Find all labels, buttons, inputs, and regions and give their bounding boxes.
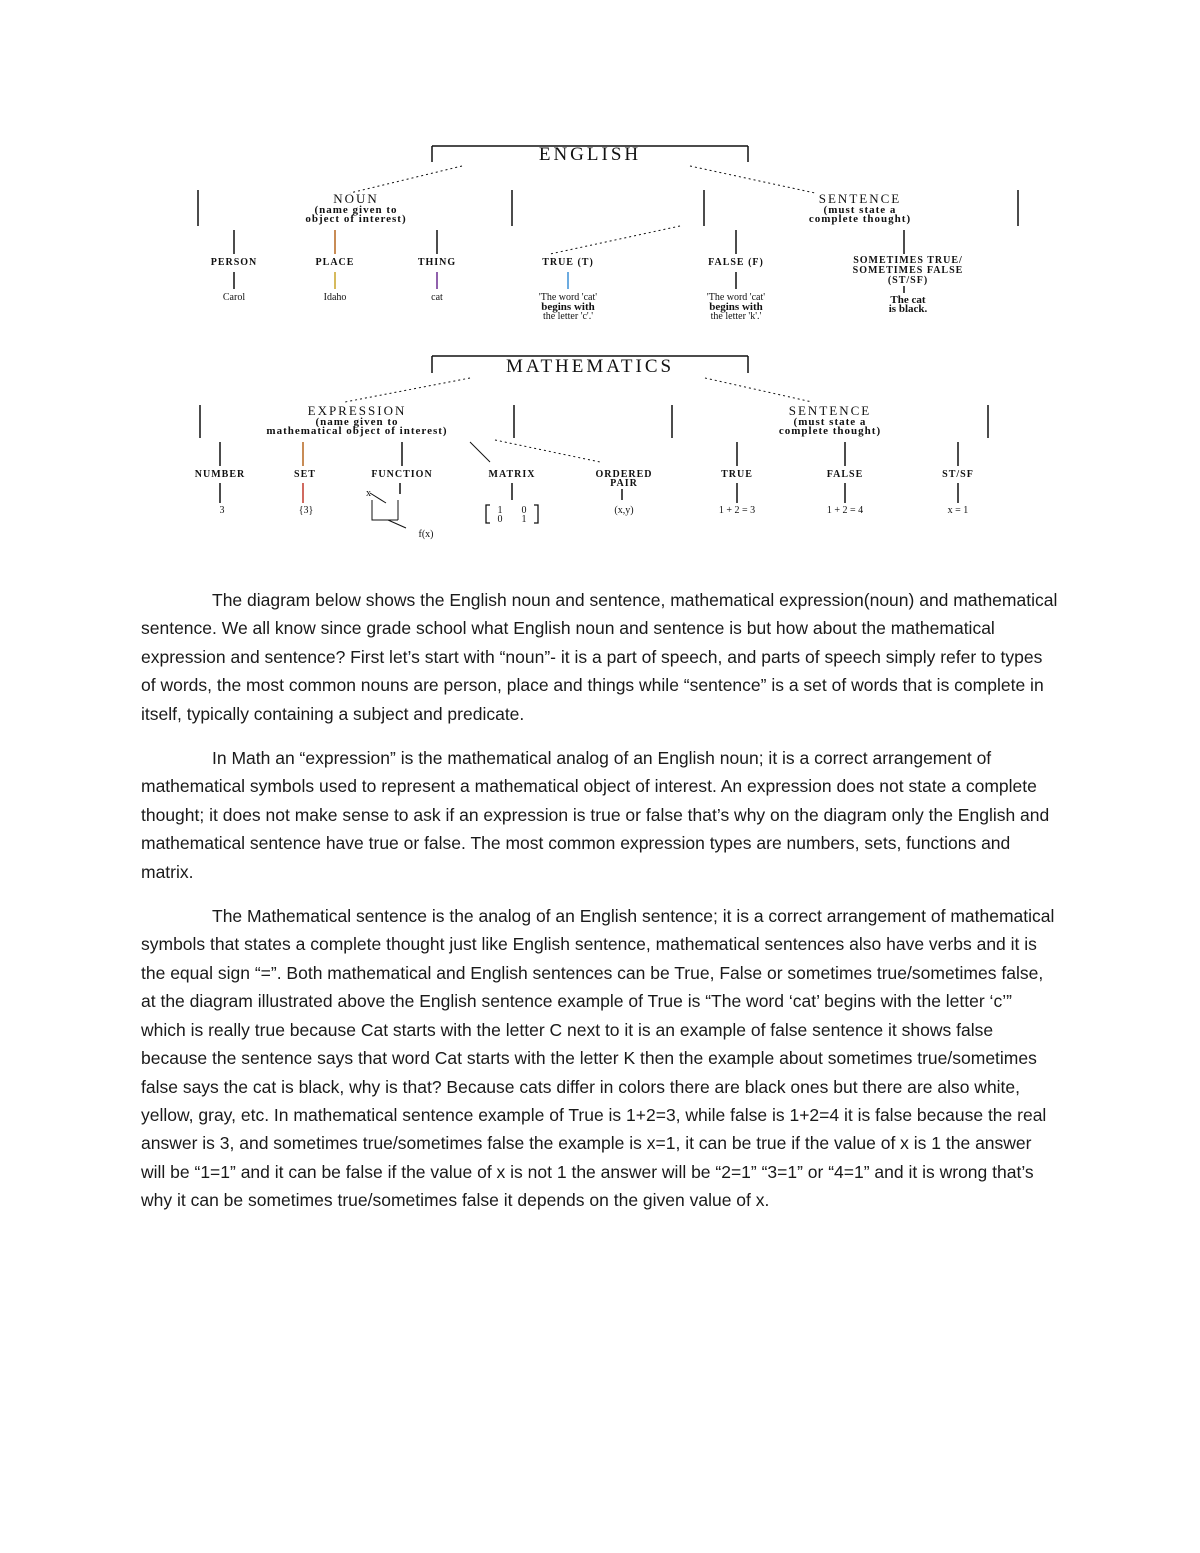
body-text	[141, 586, 1059, 1231]
math-true-example: 1 + 2 = 3	[718, 505, 756, 516]
math-title: MATHEMATICS	[505, 356, 675, 377]
english-sentence-box	[704, 190, 1018, 226]
english-true-node	[539, 257, 597, 322]
number-example: 3	[219, 505, 225, 516]
math-false-label: FALSE	[826, 469, 864, 480]
matrix-m22: 1	[521, 514, 527, 525]
english-true-example-line3: the letter 'c'.'	[542, 311, 594, 322]
english-stsf-node	[853, 230, 964, 315]
matrix-m21: 0	[497, 514, 503, 525]
math-stsf-label: ST/SF	[942, 469, 974, 480]
ordered-pair-label-line1: ORDERED	[595, 469, 653, 480]
set-label: SET	[294, 469, 316, 480]
english-false-example-line1: 'The word 'cat'	[706, 292, 766, 303]
english-person-node	[211, 230, 258, 303]
person-example: Carol	[222, 292, 246, 303]
connector	[495, 440, 600, 462]
english-stsf-label-line2: SOMETIMES FALSE	[852, 265, 964, 276]
ordered-pair-example: (x,y)	[614, 505, 634, 516]
noun-label: NOUN	[333, 191, 379, 206]
math-expression-box	[200, 403, 514, 438]
connector	[705, 378, 812, 402]
math-false-node	[827, 442, 864, 516]
english-noun-box	[198, 190, 512, 226]
noun-desc-line2: object of interest)	[305, 213, 407, 225]
english-sentence-desc-line2: complete thought)	[808, 213, 912, 225]
noun-sentence-diagram	[0, 0, 1200, 560]
english-thing-node	[418, 230, 456, 303]
english-stsf-example-line2: is black.	[888, 303, 928, 315]
connector	[550, 226, 680, 254]
math-matrix-node	[486, 469, 538, 525]
function-input: x	[366, 488, 371, 499]
connector	[690, 166, 815, 193]
ordered-pair-label-line2: PAIR	[610, 478, 638, 489]
english-false-example-line3: the letter 'k'.'	[710, 311, 762, 322]
english-stsf-label-line1: SOMETIMES TRUE/	[853, 255, 963, 266]
number-label: NUMBER	[194, 469, 246, 480]
math-number-node	[195, 442, 245, 516]
math-function-node	[366, 442, 434, 540]
function-output: f(x)	[418, 529, 434, 540]
english-stsf-example-line1: The cat	[890, 294, 926, 306]
english-place-node	[316, 230, 355, 303]
english-title: ENGLISH	[538, 144, 642, 165]
math-title-box	[432, 356, 748, 377]
function-label: FUNCTION	[371, 469, 433, 480]
math-stsf-example: x = 1	[947, 505, 969, 516]
english-false-example-line2: begins with	[709, 301, 763, 313]
expression-desc-line2: mathematical object of interest)	[266, 425, 448, 437]
paragraph-expression: In Math an “expression” is the mathematical analog of an English noun; it is a correct arrangement of mathematical symbols used to represent a mathematical object of interest. An expression does not state a complete thought; it does not make sense to ask if an expression is true or false that’s why on the diagram only the English and mathematical sentence have true or false. The most common expression types are numbers, sets, functions and matrix.	[141, 748, 1050, 882]
expression-label: EXPRESSION	[307, 403, 407, 418]
math-sentence-box	[672, 403, 988, 438]
english-true-label: TRUE (T)	[542, 257, 594, 268]
math-true-node	[719, 442, 755, 516]
english-true-example-line2: begins with	[541, 301, 595, 313]
thing-example: cat	[431, 292, 443, 303]
thing-label: THING	[417, 257, 457, 268]
math-set-node	[294, 442, 316, 516]
math-ordered-pair-node	[595, 469, 652, 516]
matrix-label: MATRIX	[488, 469, 536, 480]
english-true-example-line1: 'The word 'cat'	[538, 292, 598, 303]
english-title-box	[432, 144, 748, 165]
noun-desc-line1: (name given to	[314, 204, 398, 216]
place-label: PLACE	[315, 257, 355, 268]
math-sentence-desc-line2: complete thought)	[778, 425, 882, 437]
connector	[345, 378, 470, 402]
english-sentence-desc-line1: (must state a	[823, 204, 897, 216]
math-true-label: TRUE	[721, 469, 753, 480]
paragraph-math-sentence: The Mathematical sentence is the analog of an English sentence; it is a correct arrangement of mathematical symbols that states a complete thought just like English sentence, mathematical sentences also have verbs and it is the equal sign “=”. Both mathematical and English sentences can be True, False or sometimes true/sometimes false, at the diagram illustrated above the English sentence example of True is “The word ‘cat’ begins with the letter ‘c’” which is really true because Cat starts with the letter C next to it is an example of false sentence it shows false because the sentence says that word Cat starts with the letter K then the example about sometimes true/sometimes false says the cat is black, why is that? Because cats differ in colors there are black ones but there are also white, yellow, gray, etc. In mathematical sentence example of True is 1+2=3, while false is 1+2=4 it is false because the real answer is 3, and sometimes true/sometimes false the example is x=1, it can be true if the value of x is 1 the answer will be “1=1” and it can be false if the value of x is not 1 the answer will be “2=1” “3=1” or “4=1” and it is wrong that’s why it can be sometimes true/sometimes false it depends on the given value of x.	[141, 906, 1055, 1211]
matrix-m12: 0	[521, 505, 527, 516]
place-example: Idaho	[323, 292, 347, 303]
math-false-example: 1 + 2 = 4	[826, 505, 864, 516]
english-sentence-label: SENTENCE	[818, 191, 902, 206]
english-stsf-label-line3: (ST/SF)	[887, 275, 929, 286]
math-stsf-node	[942, 442, 974, 516]
english-false-node	[707, 230, 765, 322]
english-false-label: FALSE (F)	[708, 257, 764, 268]
math-sentence-desc-line1: (must state a	[793, 416, 867, 428]
person-label: PERSON	[210, 257, 258, 268]
set-example: {3}	[298, 505, 314, 516]
matrix-m11: 1	[497, 505, 503, 516]
paragraph-intro: The diagram below shows the English noun and sentence, mathematical expression(noun) and mathematical sentence. We all know since grade school what English noun and sentence is but how about the mathematical expression and sentence? First let’s start with “noun”- it is a part of speech, and parts of speech simply refer to types of words, the most common nouns are person, place and things while “sentence” is a set of words that is complete in itself, typically containing a subject and predicate.	[141, 590, 1058, 724]
connector	[470, 442, 490, 462]
math-sentence-label: SENTENCE	[788, 403, 872, 418]
connector	[350, 166, 462, 193]
expression-desc-line1: (name given to	[315, 416, 399, 428]
